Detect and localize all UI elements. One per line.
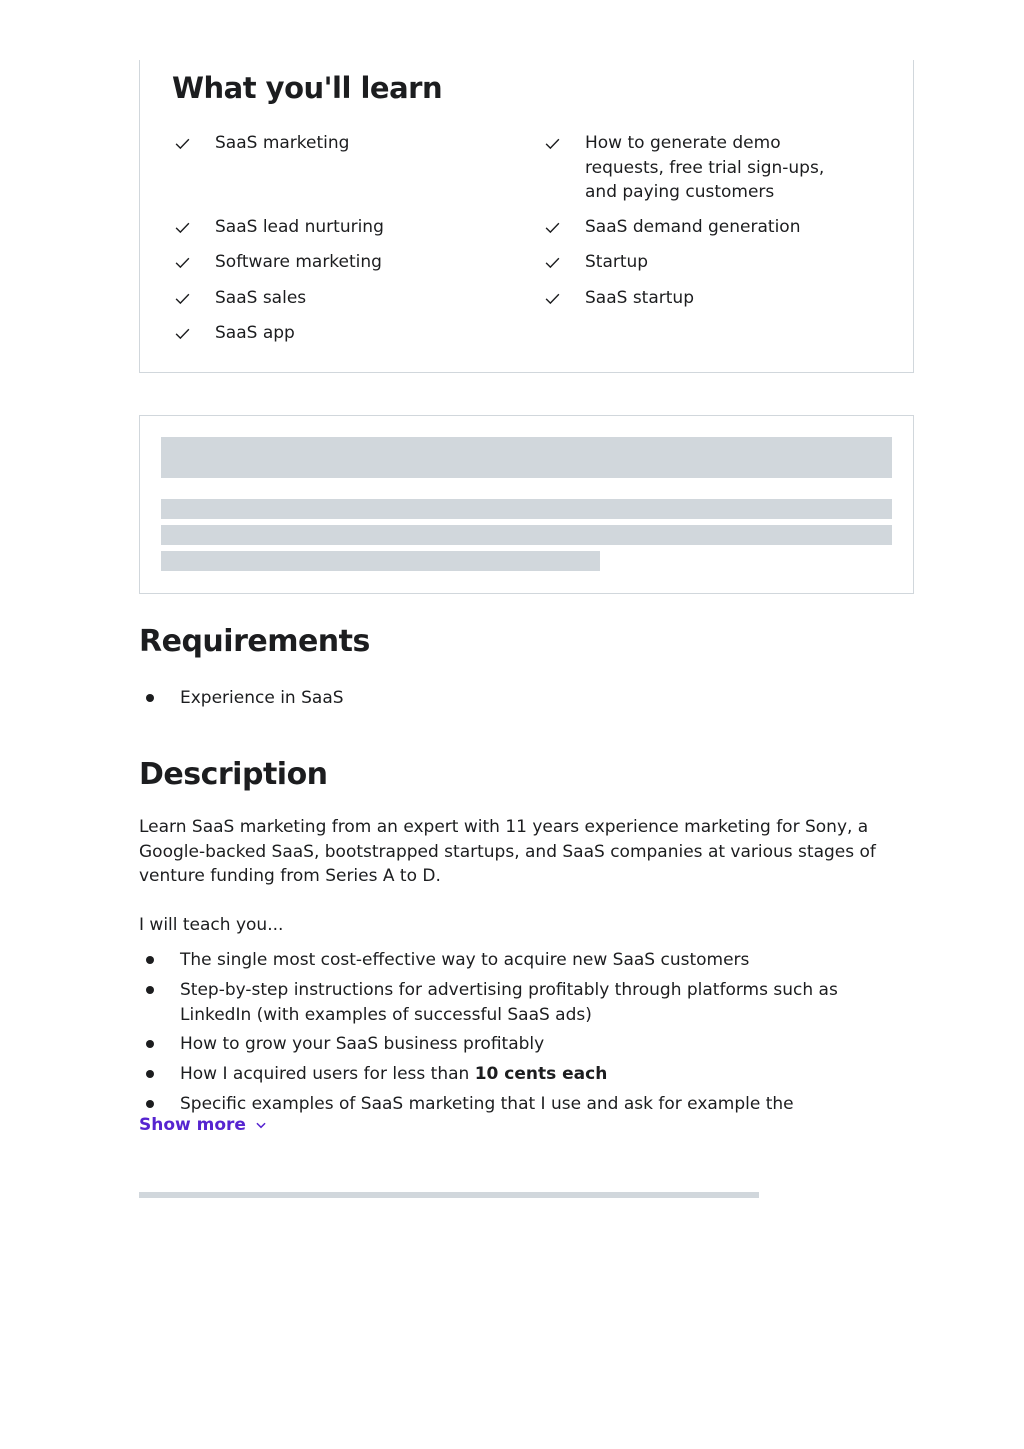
skeleton-divider — [139, 1192, 759, 1198]
description-bullet — [139, 1062, 910, 1087]
requirements-title: Requirements — [139, 624, 370, 659]
learn-item — [544, 131, 855, 205]
bullet-text-prefix: How I acquired users for less than — [180, 1064, 475, 1084]
bullet-text: Specific examples of SaaS marketing that I use and ask for example the — [180, 1094, 794, 1114]
bullet-icon — [146, 1070, 154, 1078]
learn-item — [174, 250, 485, 275]
learn-item-label: Startup — [585, 252, 649, 272]
what-youll-learn-box — [139, 60, 914, 373]
bullet-icon — [146, 986, 154, 994]
learn-item-label: SaaS sales — [215, 288, 307, 308]
learn-item-label: SaaS marketing — [215, 133, 350, 153]
description-intro: Learn SaaS marketing from an expert with 11 years experience marketing for Sony, a Google-backed SaaS, bootstrapped startups, and SaaS companies at various stages of venture funding from Series A to D. — [139, 817, 876, 886]
bullet-text-bold: 10 cents each — [474, 1064, 608, 1084]
description-teach-intro: I will teach you... — [139, 915, 284, 935]
bullet-text: How to grow your SaaS business profitably — [180, 1034, 545, 1054]
bullet-icon — [146, 1040, 154, 1048]
learn-item-label: How to generate demo requests, free trial sign-ups, and paying customers — [585, 133, 825, 202]
skeleton-heading — [161, 437, 892, 478]
skeleton-line — [161, 551, 600, 571]
learn-item — [174, 131, 485, 156]
check-icon — [174, 219, 191, 236]
check-icon — [174, 254, 191, 271]
description-title: Description — [139, 757, 328, 792]
skeleton-line — [161, 525, 892, 545]
skeleton-line — [161, 499, 892, 519]
learn-item — [544, 286, 855, 311]
learn-item-label: Software marketing — [215, 252, 382, 272]
bullet-icon — [146, 1100, 154, 1108]
learn-item — [174, 321, 485, 346]
learn-item — [544, 215, 855, 240]
learn-item-label: SaaS lead nurturing — [215, 217, 384, 237]
check-icon — [544, 290, 561, 307]
bullet-icon — [146, 956, 154, 964]
learn-item-label: SaaS app — [215, 323, 295, 343]
bullet-text: Step-by-step instructions for advertising profitably through platforms such as LinkedIn (with examples of successful SaaS ads) — [180, 980, 838, 1025]
description-bullet — [139, 948, 910, 973]
truncated-content — [139, 1085, 914, 1114]
requirement-item — [139, 686, 910, 711]
bullet-text: The single most cost-effective way to acquire new SaaS customers — [180, 950, 750, 970]
show-more-label: Show more — [139, 1115, 246, 1135]
learn-item — [174, 286, 485, 311]
learn-item — [544, 250, 855, 275]
description-bullet — [139, 978, 910, 1027]
learn-title: What you'll learn — [172, 71, 443, 105]
chevron-down-icon — [254, 1118, 268, 1132]
show-more-button[interactable] — [139, 1113, 268, 1137]
learn-item-label: SaaS startup — [585, 288, 694, 308]
check-icon — [174, 290, 191, 307]
check-icon — [174, 325, 191, 342]
check-icon — [174, 135, 191, 152]
bullet-icon — [146, 694, 154, 702]
bullet-text — [180, 1062, 910, 1087]
check-icon — [544, 219, 561, 236]
check-icon — [544, 254, 561, 271]
learn-item — [174, 215, 485, 240]
learn-item-label: SaaS demand generation — [585, 217, 801, 237]
description-bullet — [139, 1032, 910, 1057]
loading-placeholder-box — [139, 415, 914, 594]
requirement-text: Experience in SaaS — [180, 688, 344, 708]
check-icon — [544, 135, 561, 152]
